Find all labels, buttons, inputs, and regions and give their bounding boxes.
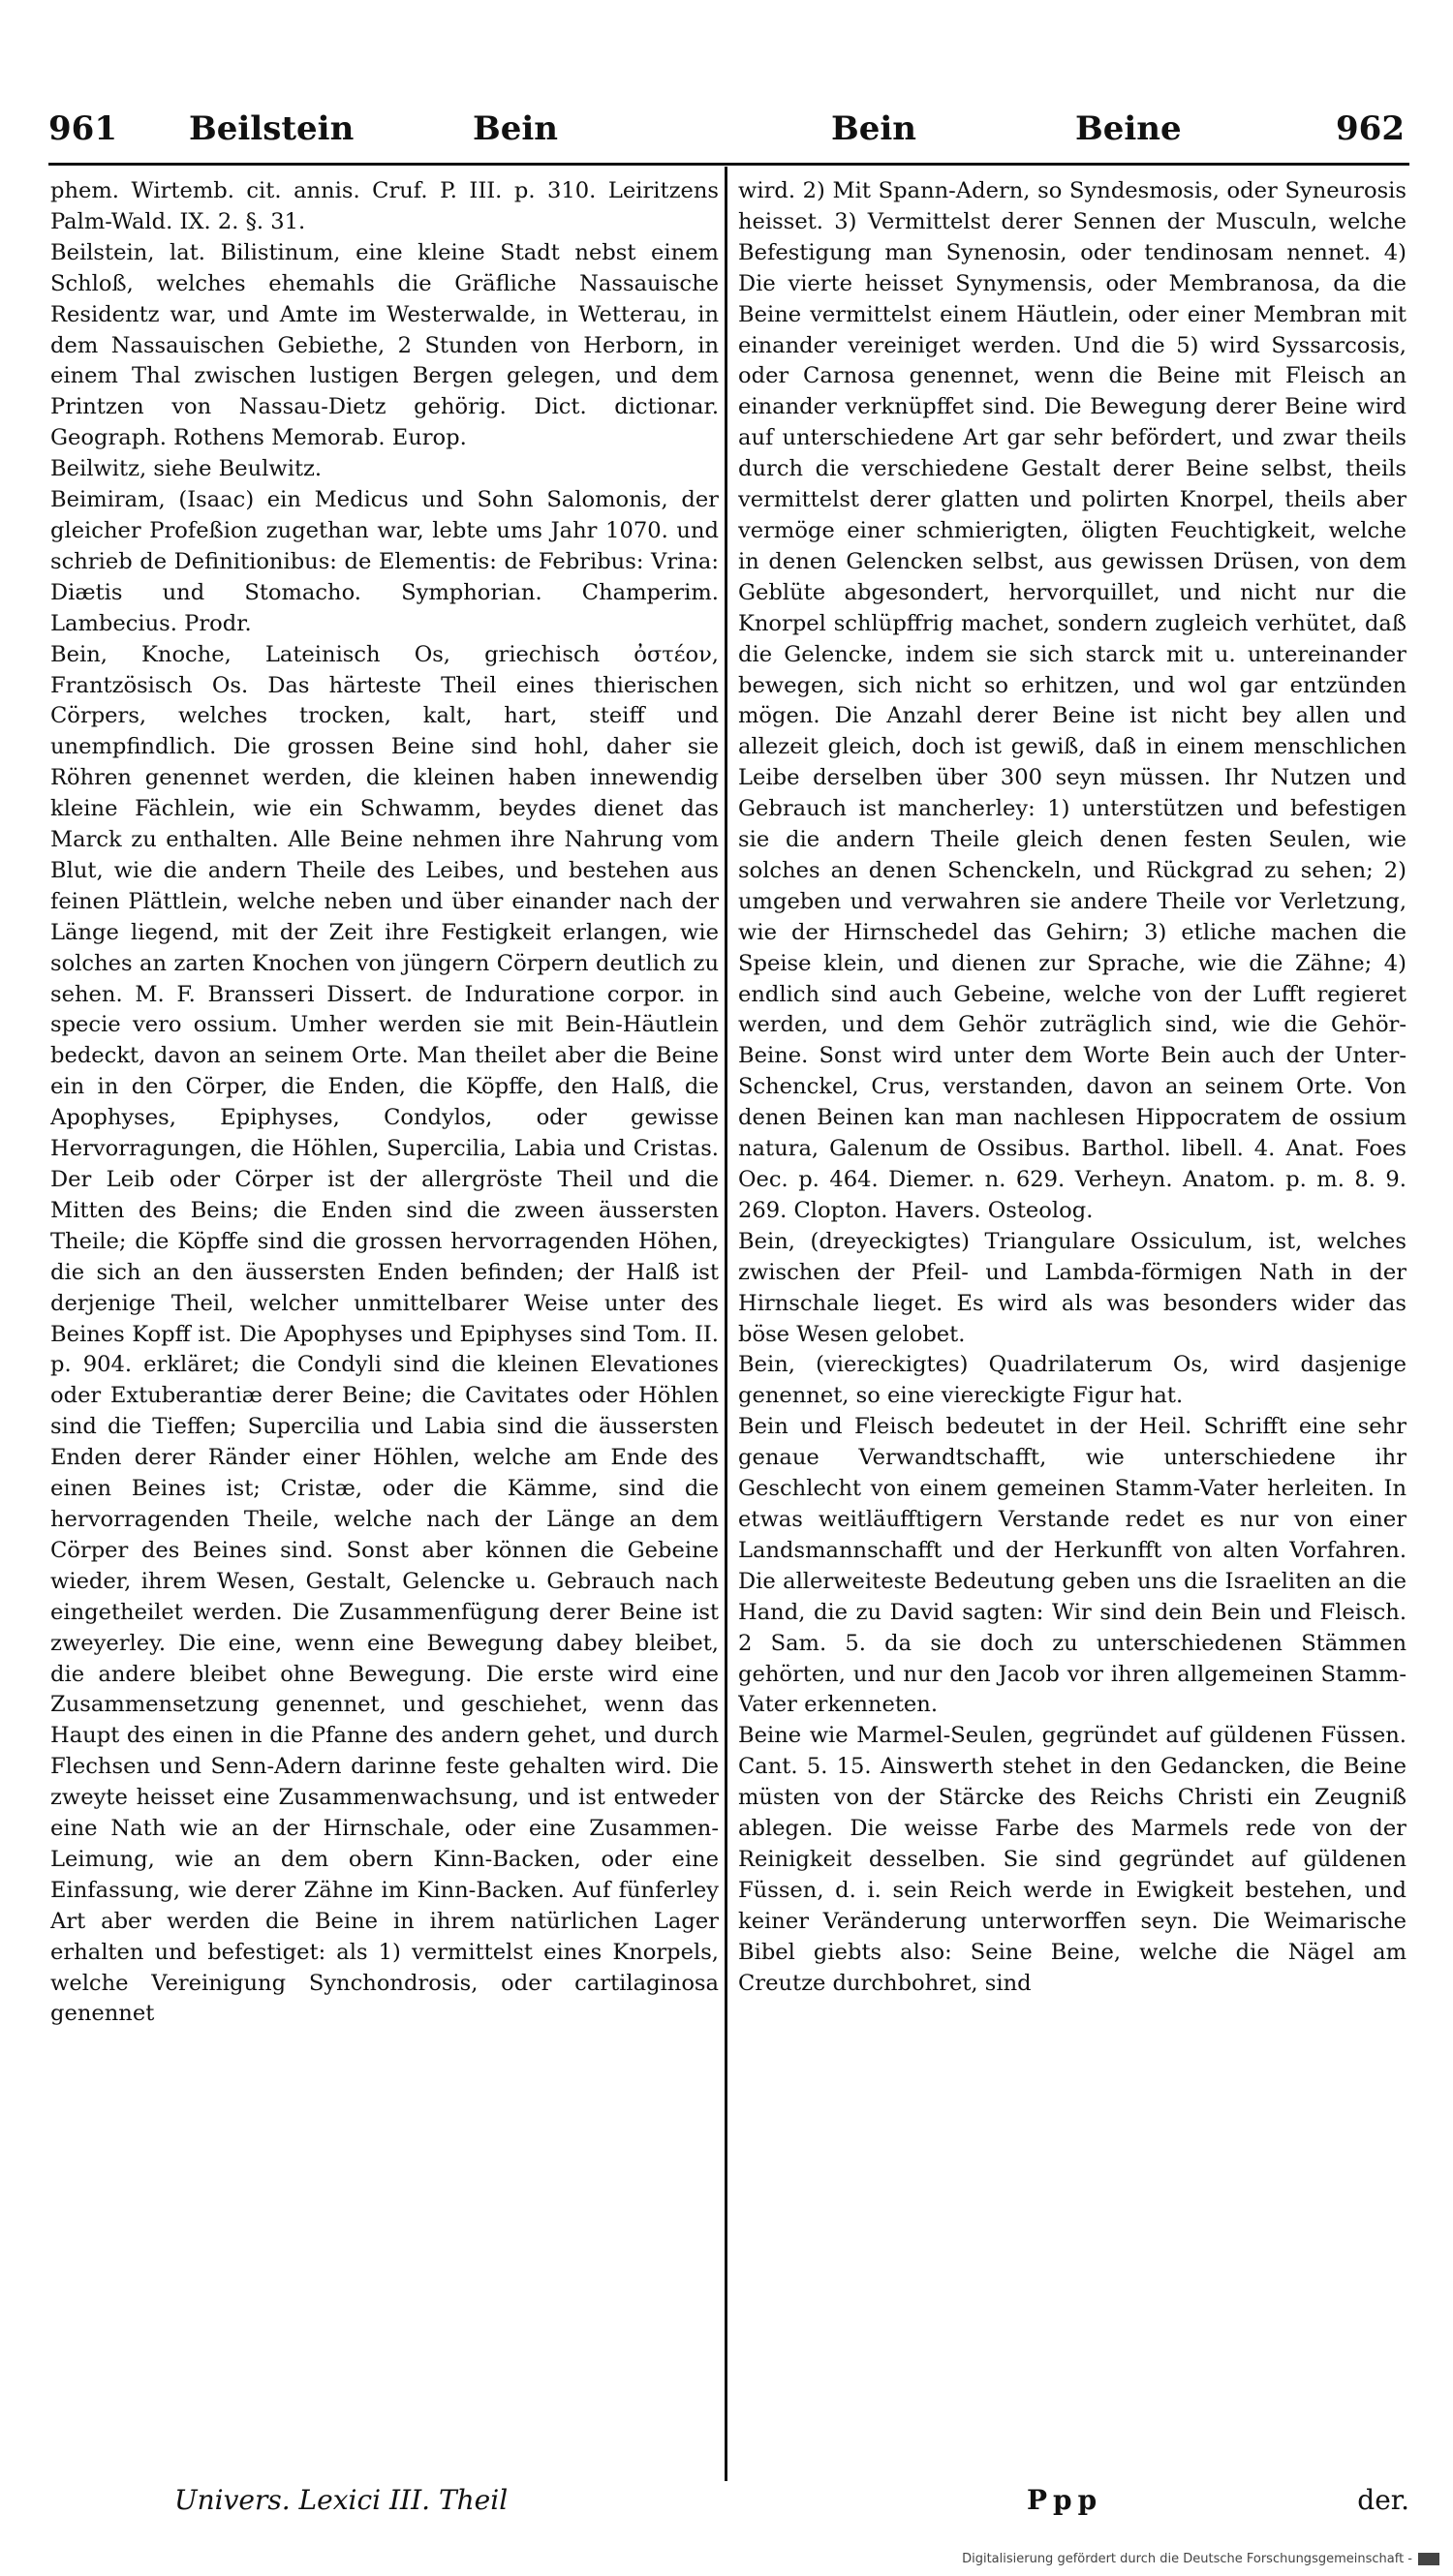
credit-text: Digitalisierung gefördert durch die Deutsche Forschungsgemeinschaft - (962, 2552, 1412, 2566)
entry-paragraph: wird. 2) Mit Spann-Adern, so Syndesmosis, oder Syneurosis heisset. 3) Vermittelst derer Sennen der Musculn, welche Befestigung man Synenosin, oder tendinosam nennet. 4) Die vierte heisset Synymensis, oder Membranosa, da die Beine vermittelst einem Häutlein, oder einer Membran mit einander vereiniget werden. Und die 5) wird Syssarcosis, oder Carnosa genennet, wenn die Beine mit Fleisch an einander verknüpffet sind. Die Bewegung derer Beine wird auf unterschiedene Art gar sehr befördert, und zwar theils durch die verschiedene Gestalt derer Beine selbst, theils vermittelst derer glatten und polirten Knorpel, theils aber vermöge einer schmierigten, öligten Feuchtigkeit, welche in denen Gelencken selbst, aus gewissen Drüsen, von dem Geblüte abgesondert, hervorquillet, und nicht nur die Knorpel schlüpffrig machet, sondern zugleich verhütet, daß die Gelencke, indem sie sich starck mit u. untereinander bewegen, sich nicht so erhitzen, und wol gar entzünden mögen. Die Anzahl derer Beine ist nicht bey allen und allezeit gleich, doch ist gewiß, daß in einem menschlichen Leibe derselben über 300 seyn müssen. Ihr Nutzen und Gebrauch ist mancherley: 1) unterstützen und befestigen sie die andern Theile gleich denen festen Seulen, wie solches an denen Schenckeln, und Rückgrad zu sehen; 2) umgeben und verwahren sie andere Theile vor Verletzung, wie der Hirnschedel das Gehirn; 3) etliche machen die Speise klein, und dienen zur Sprache, wie die Zähne; 4) endlich sind auch Gebeine, welche von der Lufft regieret werden, und dem Gehör zuträglich sind, wie die Gehör-Beine. Sonst wird unter dem Worte Bein auch der Unter-Schenckel, Crus, verstanden, davon an seinem Orte. Von denen Beinen kan man nachlesen Hippocratem de ossium natura, Galenum de Ossibus. Barthol. libell. 4. Anat. Foes Oec. p. 464. Diemer. n. 629. Verheyn. Anatom. p. m. 8. 9. 269. Clopton. Havers. Osteolog. (738, 178, 1407, 1223)
dfg-logo-icon (1418, 2553, 1439, 2565)
entry-paragraph: Bein, (viereckigtes) Quadrilaterum Os, wird dasjenige genennet, so eine viereckigte Figur hat. (738, 1352, 1407, 1409)
entry-paragraph: Beimiram, (Isaac) ein Medicus und Sohn Salomonis, der gleicher Profeßion zugethan war, lebte ums Jahr 1070. und schrieb de Definitionibus: de Elementis: de Febribus: Vrina: Diætis und Stomacho. Symphorian. Champerim. Lambecius. Prodr. (50, 487, 719, 636)
digitization-credit (962, 2552, 1439, 2566)
header-rule (48, 163, 1409, 166)
entry-paragraph: Bein, Knoche, Lateinisch Os, griechisch ὀστέον, Frantzösisch Os. Das härteste Theil eines thierischen Cörpers, welches trocken, kalt, hart, steiff und unempfindlich. Die grossen Beine sind hohl, daher sie Röhren genennet werden, die kleinen haben innewendig kleine Fächlein, wie ein Schwamm, beydes dienet das Marck zu enthalten. Alle Beine nehmen ihre Nahrung vom Blut, wie die andern Theile des Leibes, und bestehen aus feinen Plättlein, welche neben und über einander nach der Länge liegend, mit der Zeit ihre Festigkeit erlangen, wie solches an zarten Knochen von jüngern Cörpern deutlich zu sehen. M. F. Bransseri Dissert. de Induratione corpor. in specie vero ossium. Umher werden sie mit Bein-Häutlein bedeckt, davon an seinem Orte. Man theilet aber die Beine ein in den Cörper, die Enden, die Köpffe, den Halß, die Apophyses, Epiphyses, Condylos, oder gewisse Hervorragungen, die Höhlen, Supercilia, Labia und Cristas. Der Leib oder Cörper ist der allergröste Theil und die Mitten des Beins; die Enden sind die zween äussersten Theile; die Köpffe sind die grossen hervorragenden Höhen, die sich an den äussersten Enden befinden; der Halß ist derjenige Theil, welcher unmittelbarer Weise unter des Beines Kopff ist. Die Apophyses und Epiphyses sind Tom. II. p. 904. erkläret; die Condyli sind die kleinen Elevationes oder Extuberantiæ derer Beine; die Cavitates oder Höhlen sind die Tieffen; Supercilia und Labia sind die äussersten Enden derer Ränder einer Höhlen, welche am Ende des einen Beines ist; Cristæ, oder die Kämme, sind die hervorragenden Theile, welche nach der Länge an dem Cörper des Beines sind. Sonst aber können die Gebeine wieder, ihrem Wesen, Gestalt, Gelencke u. Gebrauch nach eingetheilet werden. Die Zusammenfügung derer Beine ist zweyerley. Die eine, wenn eine Bewegung dabey bleibet, die andere bleibet ohne Bewegung. Die erste wird eine Zusammensetzung genennet, und geschiehet, wenn das Haupt des einen in die Pfanne des andern gehet, und durch Flechsen und Senn-Adern darinne feste gehalten wird. Die zweyte heisset eine Zusammenwachsung, und ist entweder eine Nath wie an der Hirnschale, oder eine Zusammen-Leimung, wie an dem obern Kinn-Backen, oder eine Einfassung, wie derer Zähne im Kinn-Backen. Auf fünferley Art aber werden die Beine in ihrem natürlichen Lager erhalten und befestiget: als 1) vermittelst eines Knorpels, welche Vereinigung Synchondrosis, oder cartilaginosa genennet (50, 641, 719, 2027)
catchword: der. (1357, 2484, 1409, 2516)
entry-paragraph: Bein und Fleisch bedeutet in der Heil. Schrifft eine sehr genaue Verwandtschafft, wie unterschiedene ihr Geschlecht von einem gemeinen Stamm-Vater herleiten. In etwas weitläufftigern Verstande redet es nur von einer Landsmannschafft und der Herkunfft von alten Vorfahren. Die allerweiteste Bedeutung geben uns die Israeliten an die Hand, die zu David sagten: Wir sind dein Bein und Fleisch. 2 Sam. 5. da sie doch zu unterschiedenen Stämmen gehörten, und nur den Jacob vor ihren allgemeinen Stamm-Vater erkenneten. (738, 1414, 1407, 1718)
sheet-mark: Ppp (1027, 2484, 1103, 2516)
right-column (738, 176, 1407, 2491)
catchword-right-2: Beine (1075, 109, 1182, 148)
page-number-left: 961 (48, 109, 117, 148)
catchword-left-1: Beilstein (189, 109, 355, 148)
entry-paragraph: Beine wie Marmel-Seulen, gegründet auf güldenen Füssen. Cant. 5. 15. Ainswerth stehet in den Gedancken, die Beine müsten von der Stärcke des Reichs Christi ein Zeugniß ablegen. Die weisse Farbe des Marmels rede von der Reinigkeit desselben. Sie sind gegründet auf güldenen Füssen, d. i. sein Reich werde in Ewigkeit bestehen, und keiner Veränderung unterworffen seyn. Die Weimarische Bibel giebts also: Seine Beine, welche die Nägel am Creutze durchbohret, sind (738, 1723, 1407, 1996)
running-header (48, 92, 1405, 160)
entry-paragraph: Beilstein, lat. Bilistinum, eine kleine Stadt nebst einem Schloß, welches ehemahls die Gräfliche Nassauische Residentz war, und Amte im Westerwalde, in Wetterau, in dem Nassauischen Gebiethe, 2 Stunden von Herborn, in einem Thal zwischen lustigen Bergen gelegen, und dem Printzen von Nassau-Dietz gehörig. Dict. dictionar. Geograph. Rothens Memorab. Europ. (50, 239, 719, 451)
page-number-right: 962 (1336, 109, 1405, 148)
page-footer (48, 2476, 1409, 2534)
volume-signature: Univers. Lexici III. Theil (174, 2484, 509, 2516)
left-column (50, 176, 719, 2491)
entry-paragraph: Bein, (dreyeckigtes) Triangulare Ossiculum, ist, welches zwischen der Pfeil- und Lambda-förmigen Nath in der Hirnschale lieget. Es wird als was besonders wider das böse Wesen gelobet. (738, 1228, 1407, 1347)
column-divider (725, 167, 727, 2481)
catchword-right-1: Bein (831, 109, 917, 148)
entry-paragraph: Beilwitz, siehe Beulwitz. (50, 456, 323, 482)
catchword-left-2: Bein (473, 109, 559, 148)
entry-paragraph: phem. Wirtemb. cit. annis. Cruf. P. III. p. 310. Leiritzens Palm-Wald. IX. 2. §. 31. (50, 178, 719, 234)
